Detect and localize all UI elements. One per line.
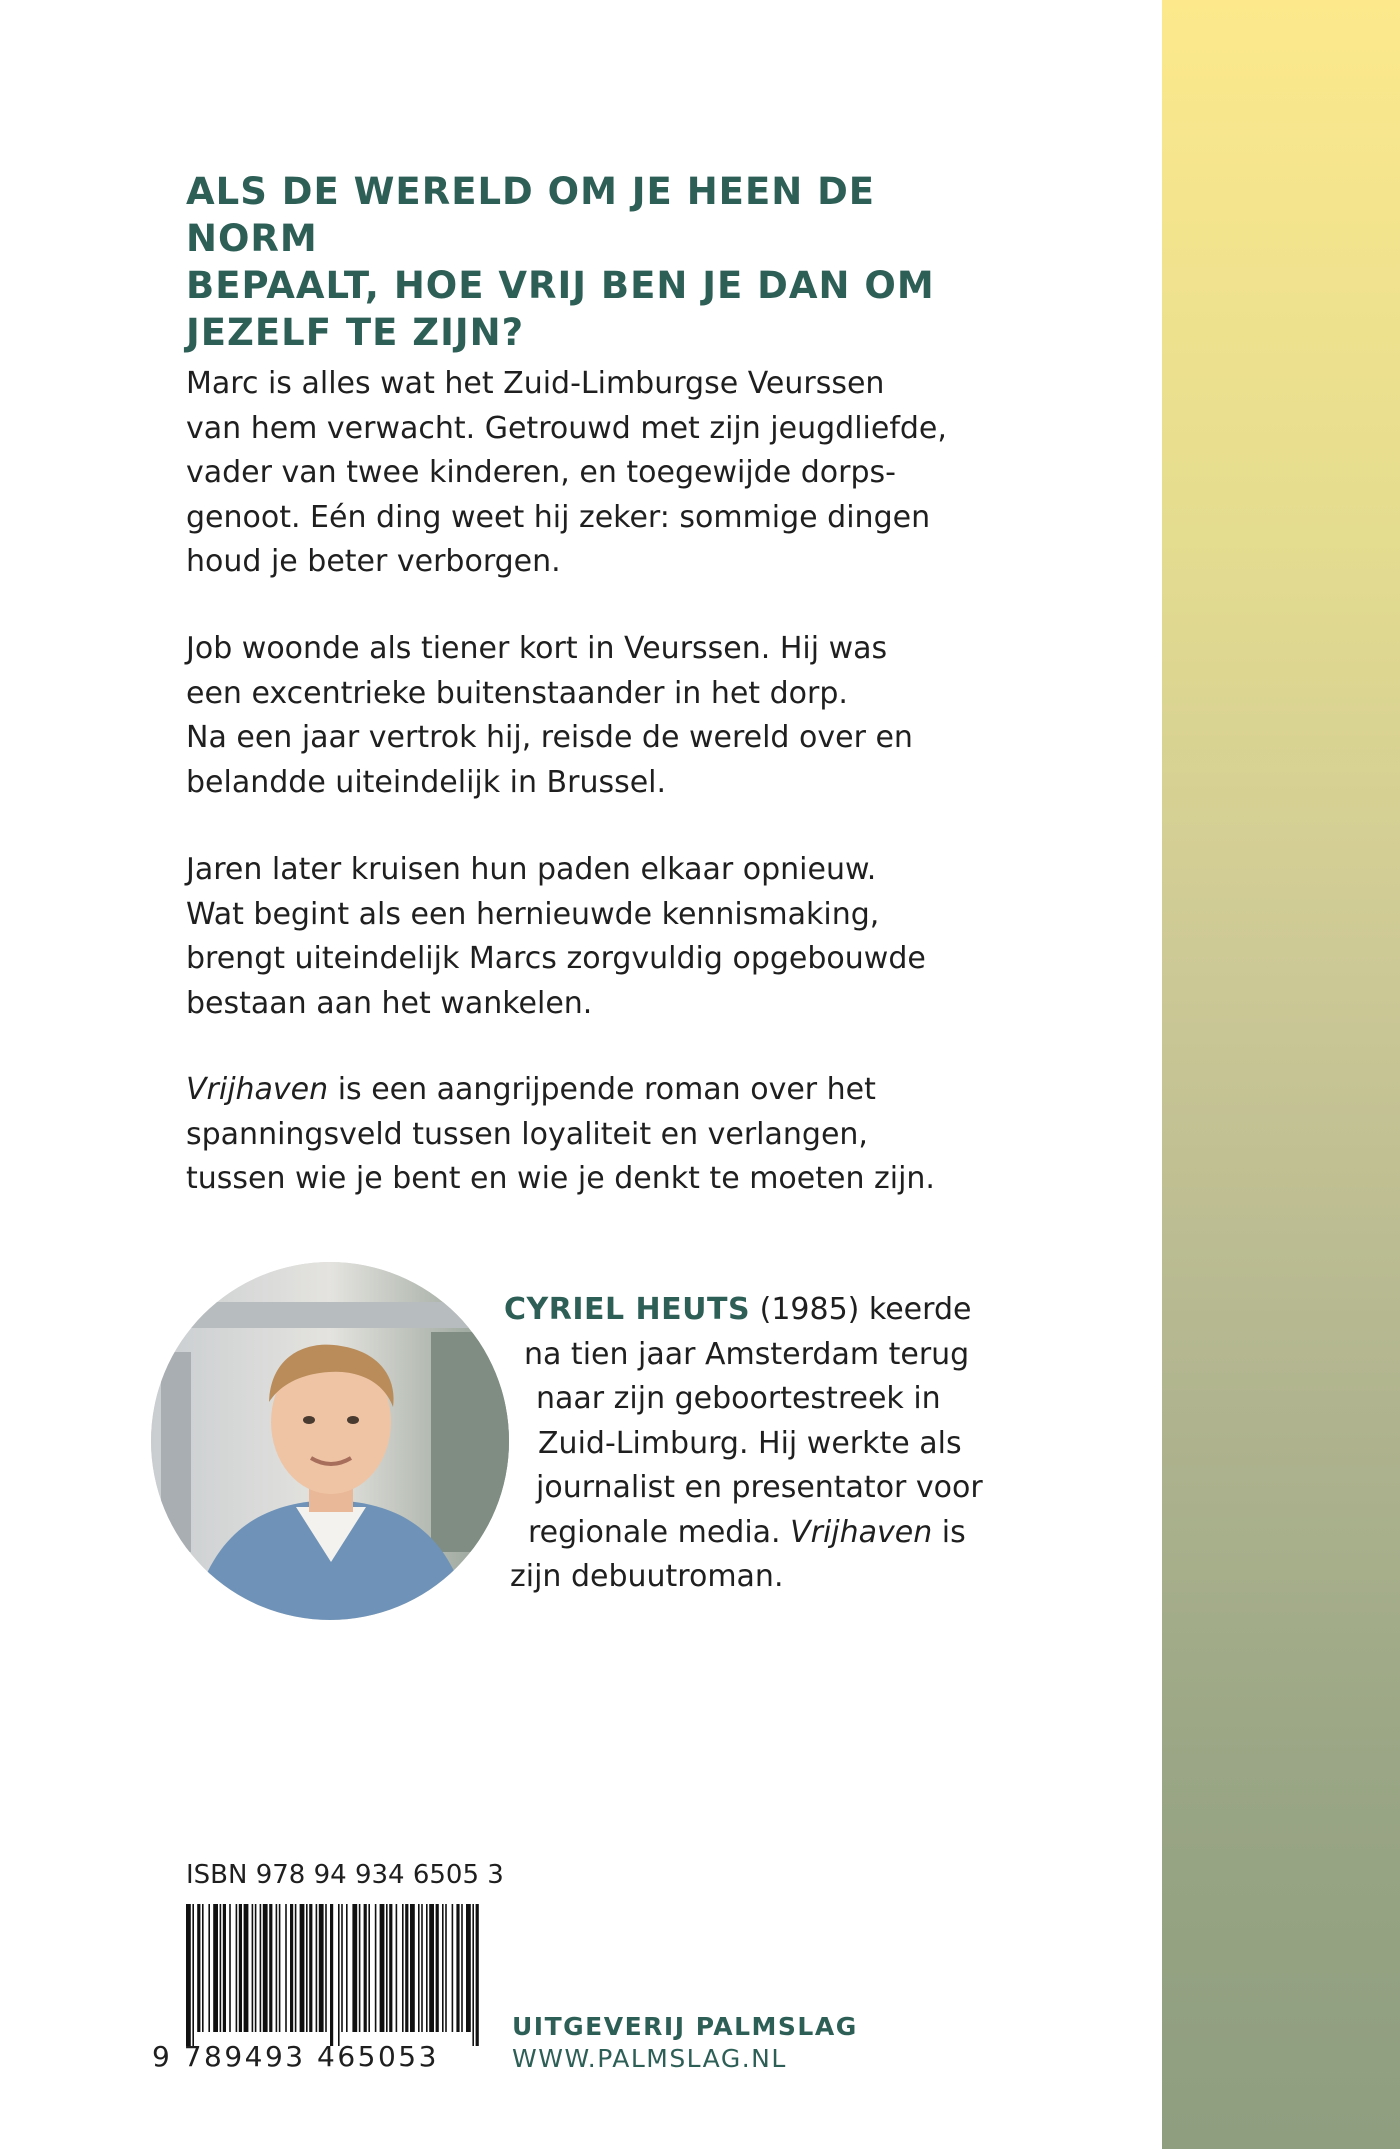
barcode-bar (330, 1904, 333, 2046)
barcode-bar (352, 1904, 357, 2032)
barcode-bar (476, 1904, 479, 2046)
publisher-website: WWW.PALMSLAG.NL (512, 2044, 787, 2073)
barcode-bar (213, 1904, 218, 2032)
barcode-bar (380, 1904, 385, 2032)
barcode-bar (346, 1904, 348, 2032)
barcode-bar (436, 1904, 439, 2032)
barcode-bar (220, 1904, 222, 2032)
blurb-text: is een aangrijpende roman over het (328, 1072, 876, 1107)
barcode-bar (421, 1904, 423, 2032)
barcode-bar (338, 1904, 340, 2046)
barcode-bar (461, 1904, 463, 2032)
barcode-bar (426, 1904, 428, 2032)
barcode-bar (341, 1904, 343, 2032)
barcode-bar (316, 1904, 318, 2032)
barcode-bar (368, 1904, 370, 2032)
headline-line: BEPAALT, HOE VRIJ BEN JE DAN OM (186, 264, 935, 307)
barcode-bar (208, 1904, 210, 2032)
headline (186, 168, 1006, 356)
author-bio-text: is (932, 1514, 966, 1550)
barcode-bar (223, 1904, 226, 2032)
barcode-bar (359, 1904, 361, 2032)
blurb-line: bestaan aan het wankelen. (186, 985, 593, 1021)
barcode-bar (197, 1904, 200, 2032)
blurb-line: een excentrieke buitenstaander in het dorp. (186, 675, 848, 711)
blurb-paragraph-1 (186, 362, 1006, 585)
barcode-bar (263, 1904, 268, 2032)
author-bio-line: naar zijn geboortestreek in (536, 1381, 941, 1416)
barcode-bar (252, 1904, 254, 2032)
barcode-bar (186, 1904, 191, 2046)
barcode-bar (319, 1904, 324, 2032)
barcode-bar (456, 1904, 459, 2032)
book-title: Vrijhaven (186, 1072, 329, 1107)
author-bio-line: Zuid-Limburg. Hij werkte als (538, 1425, 962, 1461)
blurb-line: tussen wie je bent en wie je denkt te moeten zijn. (186, 1161, 935, 1196)
barcode-bar (396, 1904, 398, 2032)
barcode-bar (472, 1904, 474, 2046)
barcode-bar (295, 1904, 297, 2032)
blurb-paragraph-2 (186, 627, 1006, 805)
author-bio-text: regionale media. (528, 1514, 791, 1550)
author-bio-line: journalist en presentator voor (536, 1470, 983, 1505)
barcode-bar (375, 1904, 377, 2032)
blurb-line: houd je beter verborgen. (186, 544, 561, 579)
barcode-bar (445, 1904, 447, 2032)
barcode-bar (260, 1904, 262, 2032)
headline-line: ALS DE WERELD OM JE HEEN DE NORM (186, 170, 876, 260)
blurb-line: Na een jaar vertrok hij, reisde de wereld over en (186, 720, 913, 755)
barcode-bar (229, 1904, 231, 2032)
barcode-bar (276, 1904, 278, 2032)
barcode-bar (269, 1904, 272, 2032)
author-bio-line: na tien jaar Amsterdam terug (524, 1336, 970, 1372)
barcode-bar (410, 1904, 415, 2032)
blurb-paragraph-3 (186, 848, 1006, 1026)
author-portrait-illustration (151, 1262, 509, 1620)
barcode-digits: 9 789493 465053 (152, 2040, 439, 2073)
blurb-line (186, 1068, 1006, 1113)
barcode-bar (192, 1904, 194, 2046)
author-bio-line (528, 1511, 966, 1556)
barcode-bar (466, 1904, 471, 2032)
barcode-bar (389, 1904, 392, 2032)
publisher-name: UITGEVERIJ PALMSLAG (512, 2012, 858, 2041)
blurb-line: spanningsveld tussen loyaliteit en verlangen, (186, 1116, 868, 1152)
barcode-bar (202, 1904, 204, 2032)
blurb-line: belandde uiteindelijk in Brussel. (186, 764, 667, 800)
barcode-bar (386, 1904, 388, 2032)
barcode (186, 1904, 482, 2046)
blurb-line: brengt uiteindelijk Marcs zorgvuldig opgebouwde (186, 941, 926, 976)
author-name: CYRIEL HEUTS (504, 1292, 751, 1327)
author-bio-text: (1985) keerde (750, 1292, 972, 1327)
barcode-bar (300, 1904, 305, 2032)
blurb-line: vader van twee kinderen, en toegewijde dorps- (186, 455, 896, 490)
blurb-line: Jaren later kruisen hun paden elkaar opnieuw. (186, 852, 877, 887)
blurb-line: van hem verwacht. Getrouwd met zijn jeugdliefde, (186, 410, 947, 446)
blurb-line: genoot. Eén ding weet hij zeker: sommige dingen (186, 499, 931, 535)
blurb-paragraph-4 (186, 1068, 1006, 1202)
barcode-bar (325, 1904, 327, 2032)
author-photo (151, 1262, 509, 1620)
blurb-line: Job woonde als tiener kort in Veurssen. Hij was (186, 631, 888, 666)
barcode-bar (418, 1904, 420, 2032)
barcode-bar (290, 1904, 293, 2032)
barcode-bar (279, 1904, 281, 2032)
barcode-bar (285, 1904, 287, 2032)
barcode-bar (244, 1904, 249, 2032)
barcode-bar (442, 1904, 444, 2032)
barcode-bar (429, 1904, 434, 2032)
barcode-bar (236, 1904, 238, 2032)
blurb-line: Marc is alles wat het Zuid-Limburgse Veurssen (186, 366, 885, 401)
barcode-bar (309, 1904, 312, 2032)
barcode-bar (405, 1904, 408, 2032)
book-title: Vrijhaven (790, 1514, 933, 1550)
headline-line: JEZELF TE ZIJN? (186, 311, 525, 354)
author-bio-line (504, 1288, 971, 1333)
isbn-label: ISBN 978 94 934 6505 3 (186, 1860, 504, 1890)
decorative-gradient-stripe (1162, 0, 1400, 2149)
barcode-bar (255, 1904, 257, 2032)
barcode-bar (402, 1904, 404, 2032)
barcode-bar (452, 1904, 454, 2032)
barcode-bar (239, 1904, 242, 2032)
barcode-bar (306, 1904, 308, 2032)
barcode-bar (364, 1904, 367, 2032)
blurb-line: Wat begint als een hernieuwde kennismaking, (186, 896, 880, 932)
author-bio-line: zijn debuutroman. (510, 1559, 784, 1594)
